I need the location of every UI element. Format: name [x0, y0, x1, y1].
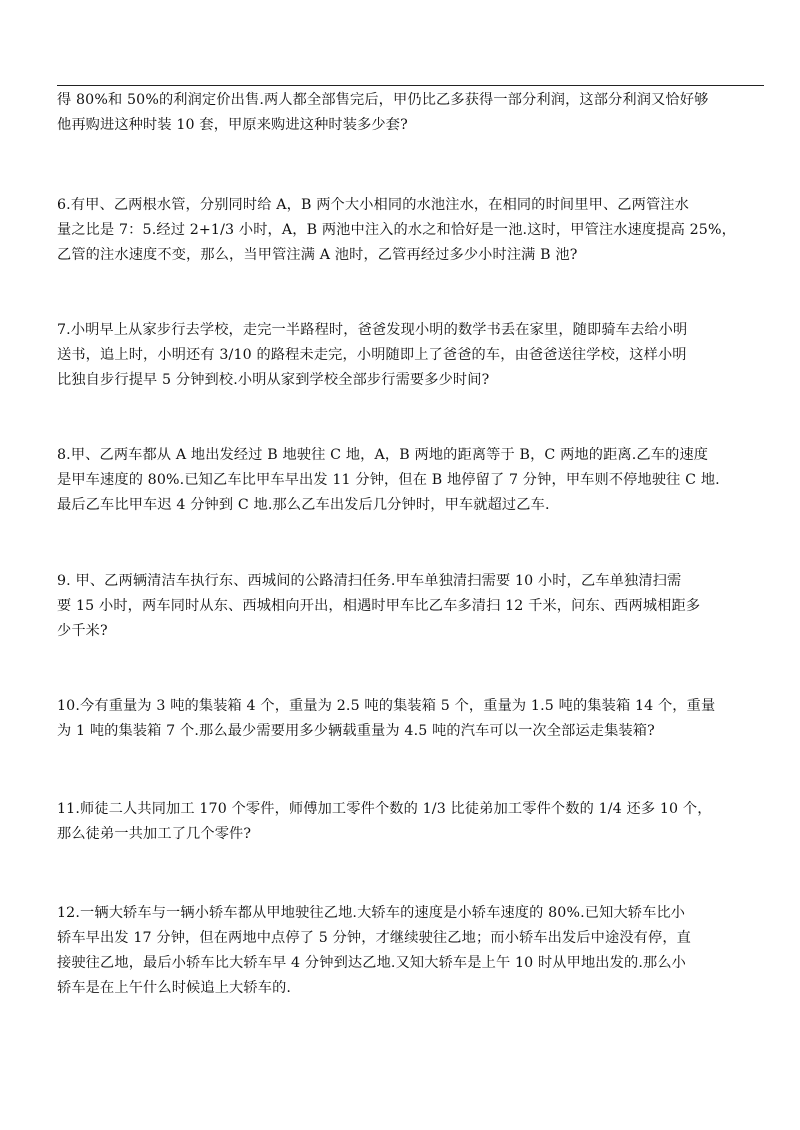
problem-line: 少千米?: [57, 623, 108, 639]
problem-9: [57, 569, 765, 644]
problem-12: [57, 901, 765, 1001]
problem-10: [57, 694, 765, 744]
problem-line: 接驶往乙地，最后小轿车比大轿车早 4 分钟到达乙地.又知大轿车是上午 10 时从甲地出发的.那么小: [57, 955, 686, 971]
problem-line: 得 80%和 50%的利润定价出售.两人都全部售完后，甲仍比乙多获得一部分利润，这部分利润又恰好够: [57, 92, 709, 108]
problem-line: 他再购进这种时装 10 套，甲原来购进这种时装多少套?: [57, 117, 408, 133]
problem-line: 要 15 小时，两车同时从东、西城相向开出，相遇时甲车比乙车多清扫 12 千米，问东、西两城相距多: [57, 598, 701, 614]
problem-line: 轿车是在上午什么时候追上大轿车的.: [57, 980, 292, 996]
problem-6: [57, 193, 765, 268]
problem-line: 为 1 吨的集装箱 7 个.那么最少需要用多少辆载重量为 4.5 吨的汽车可以一次全部运走集装箱?: [57, 723, 655, 739]
problem-7: [57, 318, 765, 393]
problem-line: 11.师徒二人共同加工 170 个零件，师傅加工零件个数的 1/3 比徒弟加工零件个数的 1/4 还多 10 个，: [57, 801, 712, 817]
problem-continued: [57, 88, 765, 138]
problem-line: 那么徒弟一共加工了几个零件?: [57, 826, 252, 842]
problem-line: 比独自步行提早 5 分钟到校.小明从家到学校全部步行需要多少时间?: [57, 372, 490, 388]
problem-line: 乙管的注水速度不变，那么，当甲管注满 A 池时，乙管再经过多少小时注满 B 池?: [57, 247, 578, 263]
problem-line: 8.甲、乙两车都从 A 地出发经过 B 地驶往 C 地，A，B 两地的距离等于 B，C 两地的距离.乙车的速度: [57, 447, 709, 463]
top-rule: [57, 85, 764, 86]
problem-line: 10.今有重量为 3 吨的集装箱 4 个，重量为 2.5 吨的集装箱 5 个，重量为 1.5 吨的集装箱 14 个，重量: [57, 698, 716, 714]
problem-11: [57, 797, 765, 847]
problem-line: 9. 甲、乙两辆清洁车执行东、西城间的公路清扫任务.甲车单独清扫需要 10 小时，乙车单独清扫需: [57, 573, 682, 589]
problem-line: 是甲车速度的 80%.已知乙车比甲车早出发 11 分钟，但在 B 地停留了 7 分钟，甲车则不停地驶往 C 地.: [57, 472, 720, 488]
problem-line: 量之比是 7：5.经过 2+1/3 小时，A，B 两池中注入的水之和恰好是一池.这时，甲管注水速度提高 25%，: [57, 222, 736, 238]
problem-line: 最后乙车比甲车迟 4 分钟到 C 地.那么乙车出发后几分钟时，甲车就超过乙车.: [57, 497, 550, 513]
problem-line: 12.一辆大轿车与一辆小轿车都从甲地驶往乙地.大轿车的速度是小轿车速度的 80%.已知大轿车比小: [57, 905, 686, 921]
problem-line: 6.有甲、乙两根水管，分别同时给 A，B 两个大小相同的水池注水，在相同的时间里甲、乙两管注水: [57, 197, 689, 213]
problem-8: [57, 443, 765, 518]
problem-line: 轿车早出发 17 分钟，但在两地中点停了 5 分钟，才继续驶往乙地；而小轿车出发后中途没有停，直: [57, 930, 692, 946]
problem-line: 送书，追上时，小明还有 3/10 的路程未走完，小明随即上了爸爸的车，由爸爸送往学校，这样小明: [57, 347, 687, 363]
problem-line: 7.小明早上从家步行去学校，走完一半路程时，爸爸发现小明的数学书丢在家里，随即骑车去给小明: [57, 322, 688, 338]
